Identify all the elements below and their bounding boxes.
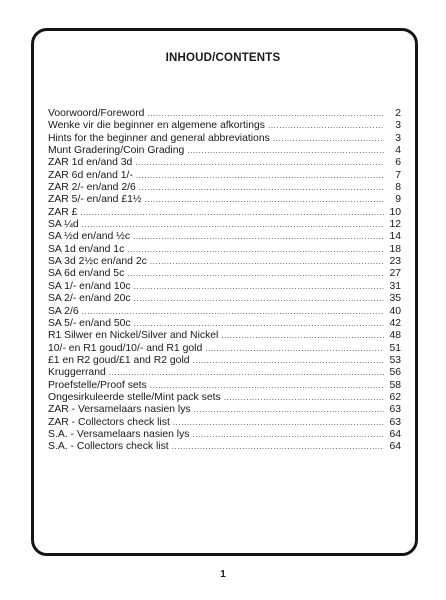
- toc-entry: [48, 330, 401, 342]
- toc-entry: [48, 231, 401, 243]
- toc-entry-page: 3: [395, 120, 401, 132]
- toc-dot-leader: [221, 330, 384, 342]
- toc-entry: [48, 318, 401, 330]
- toc-entry-page: 12: [389, 219, 401, 231]
- toc-entry-title: S.A. - Versamelaars nasien lys: [48, 428, 190, 440]
- toc-entry-page: 3: [395, 132, 401, 144]
- toc-entry: [48, 293, 401, 305]
- toc-dot-leader: [147, 108, 384, 120]
- toc-entry: [48, 120, 401, 132]
- toc-entry-page: 7: [395, 169, 401, 181]
- toc-entry-title: 10/- en R1 goud/10/- and R1 gold: [48, 342, 203, 354]
- toc-dot-leader: [273, 133, 384, 145]
- toc-entry: [48, 268, 401, 280]
- toc-dot-leader: [172, 441, 384, 453]
- toc-dot-leader: [134, 318, 384, 330]
- toc-entry-title: Ongesirkuleerde stelle/Mint pack sets: [48, 391, 221, 403]
- toc-entry: [48, 157, 401, 169]
- toc-dot-leader: [193, 429, 385, 441]
- toc-entry: [48, 343, 401, 355]
- toc-dot-leader: [194, 404, 384, 416]
- toc-entry-title: Voorwoord/Foreword: [48, 108, 145, 119]
- toc-entry-page: 4: [395, 145, 401, 157]
- toc-entry-page: 56: [389, 367, 401, 379]
- toc-entry-title: R1 Silwer en Nickel/Silver and Nickel: [48, 330, 219, 342]
- toc-entry-page: 8: [395, 182, 401, 194]
- toc-entry-title: SA 1d en/and 1c: [48, 243, 125, 255]
- toc-dot-leader: [205, 343, 384, 355]
- toc-dot-leader: [127, 268, 384, 280]
- toc-entry: [48, 219, 401, 231]
- toc-entry: [48, 392, 401, 404]
- toc-entry-title: SA 1/- en/and 10c: [48, 280, 131, 292]
- toc-entry-page: 2: [395, 108, 401, 119]
- toc-entry: [48, 244, 401, 256]
- toc-entry-page: 6: [395, 157, 401, 169]
- toc-entry-title: ZAR 1d en/and 3d: [48, 157, 133, 169]
- toc-entry: [48, 207, 401, 219]
- page-number: 1: [220, 569, 226, 580]
- toc-entry: [48, 108, 401, 120]
- toc-entry-page: 48: [389, 330, 401, 342]
- toc-entry-page: 23: [389, 256, 401, 268]
- toc-entry-page: 58: [389, 379, 401, 391]
- toc-entry: [48, 256, 401, 268]
- contents-heading: INHOUD/CONTENTS: [165, 52, 281, 64]
- toc-dot-leader: [145, 194, 384, 206]
- toc-entry-title: ZAR £: [48, 206, 78, 218]
- toc-dot-leader: [80, 207, 384, 219]
- toc-entry: [48, 170, 401, 182]
- toc-entry-page: 35: [389, 293, 401, 305]
- toc-entry-title: SA 5/- en/and 50c: [48, 317, 131, 329]
- toc-entry: [48, 380, 401, 392]
- toc-dot-leader: [193, 355, 384, 367]
- toc-entry: [48, 145, 401, 157]
- toc-entry-title: ZAR - Collectors check list: [48, 416, 170, 428]
- toc-entry-title: SA 3d 2½c en/and 2c: [48, 256, 147, 268]
- toc-dot-leader: [109, 367, 384, 379]
- toc-dot-leader: [173, 417, 384, 429]
- toc-dot-leader: [224, 392, 384, 404]
- toc-entry: [48, 441, 401, 453]
- toc-dot-leader: [82, 306, 384, 318]
- toc-dot-leader: [82, 219, 384, 231]
- toc-entry: [48, 367, 401, 379]
- toc-entry-page: 42: [389, 317, 401, 329]
- toc-entry-page: 14: [389, 231, 401, 243]
- toc-dot-leader: [150, 380, 384, 392]
- toc-dot-leader: [127, 244, 384, 256]
- toc-entry: [48, 306, 401, 318]
- table-of-contents: [48, 108, 401, 454]
- toc-dot-leader: [136, 170, 384, 182]
- toc-entry-title: £1 en R2 goud/£1 and R2 gold: [48, 354, 190, 366]
- toc-entry-title: ZAR 6d en/and 1/-: [48, 169, 133, 181]
- toc-entry-page: 64: [389, 428, 401, 440]
- toc-entry: [48, 417, 401, 429]
- toc-entry: [48, 429, 401, 441]
- toc-entry-title: Munt Gradering/Coin Grading: [48, 145, 185, 157]
- toc-entry-title: ZAR - Versamelaars nasien lys: [48, 404, 191, 416]
- toc-entry-page: 53: [389, 354, 401, 366]
- toc-entry: [48, 182, 401, 194]
- toc-dot-leader: [134, 281, 384, 293]
- toc-dot-leader: [133, 231, 384, 243]
- toc-entry-page: 51: [389, 342, 401, 354]
- toc-entry: [48, 355, 401, 367]
- toc-entry-page: 64: [389, 441, 401, 453]
- toc-entry: [48, 133, 401, 145]
- toc-entry-page: 27: [389, 268, 401, 280]
- toc-entry-title: Proefstelle/Proof sets: [48, 379, 147, 391]
- toc-entry-title: Hints for the beginner and general abbreviations: [48, 132, 270, 144]
- toc-entry-title: SA 2/- en/and 20c: [48, 293, 131, 305]
- toc-entry-page: 31: [389, 280, 401, 292]
- toc-entry-title: Wenke vir die beginner en algemene afkortings: [48, 120, 265, 132]
- toc-entry-title: SA ¼d: [48, 219, 79, 231]
- toc-entry: [48, 404, 401, 416]
- toc-dot-leader: [150, 256, 384, 268]
- toc-entry-page: 10: [389, 206, 401, 218]
- toc-dot-leader: [139, 182, 384, 194]
- toc-dot-leader: [268, 120, 384, 132]
- toc-entry-title: ZAR 2/- en/and 2/6: [48, 182, 136, 194]
- toc-entry-title: ZAR 5/- en/and £1½: [48, 194, 142, 206]
- toc-entry-page: 40: [389, 305, 401, 317]
- toc-entry-title: Kruggerrand: [48, 367, 106, 379]
- toc-entry-page: 63: [389, 404, 401, 416]
- toc-entry-title: SA 6d en/and 5c: [48, 268, 125, 280]
- toc-dot-leader: [135, 157, 384, 169]
- toc-entry: [48, 194, 401, 206]
- toc-entry-page: 62: [389, 391, 401, 403]
- toc-entry-title: SA 2/6: [48, 305, 79, 317]
- toc-dot-leader: [134, 293, 384, 305]
- toc-entry-title: SA ½d en/and ½c: [48, 231, 131, 243]
- toc-entry-title: S.A. - Collectors check list: [48, 441, 169, 453]
- toc-dot-leader: [187, 145, 384, 157]
- toc-entry: [48, 281, 401, 293]
- toc-entry-page: 18: [389, 243, 401, 255]
- toc-entry-page: 9: [395, 194, 401, 206]
- toc-entry-page: 63: [389, 416, 401, 428]
